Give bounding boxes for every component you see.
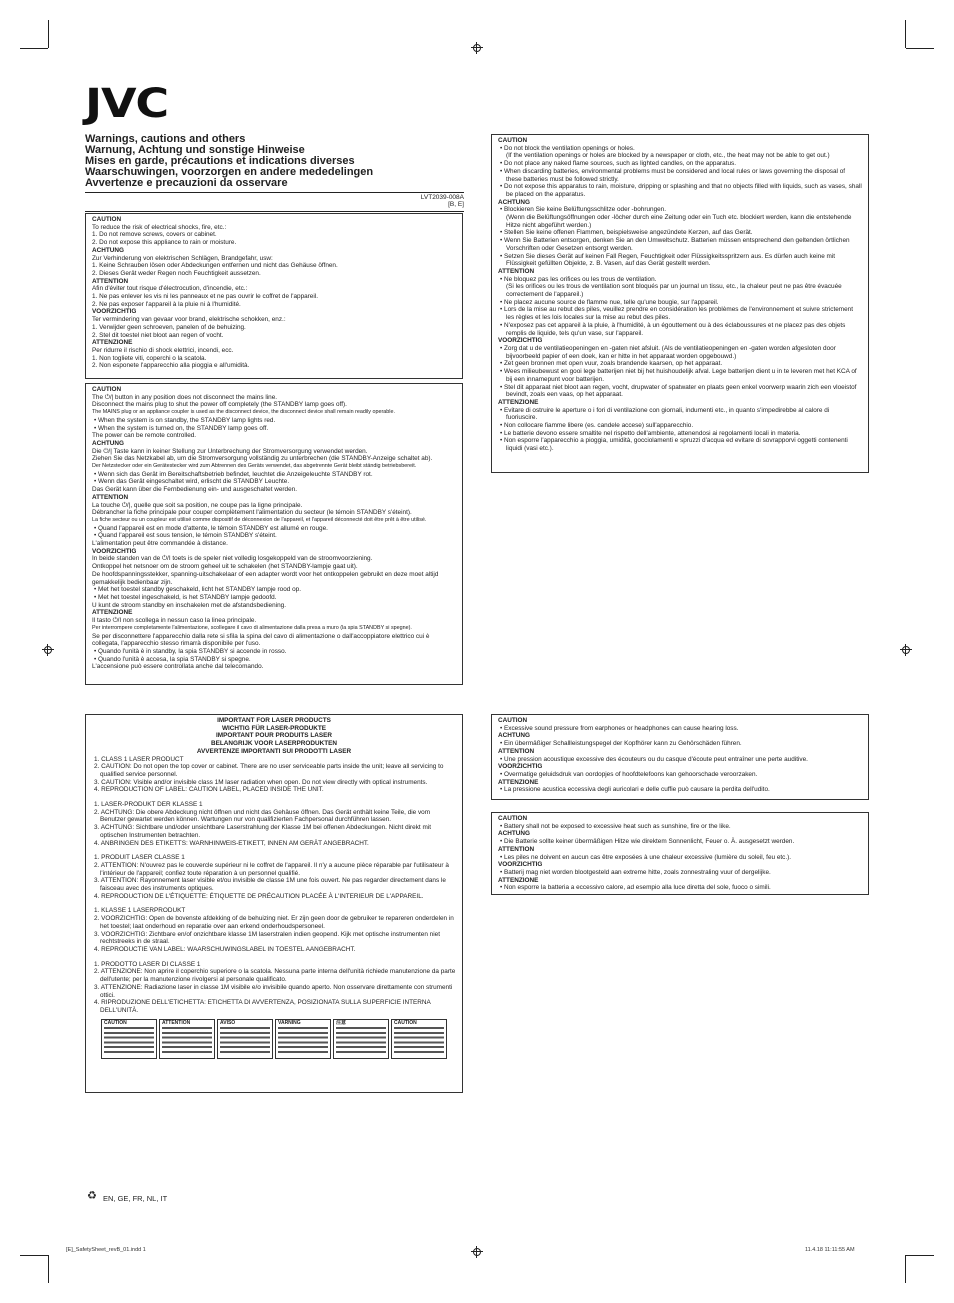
box-heading: ATTENZIONE xyxy=(498,778,539,786)
box-line: • Les piles ne doivent en aucun cas être exposées à une chaleur excessive (lumière du soleil, feu etc.). xyxy=(500,853,792,861)
caution-box-ventilation xyxy=(491,134,869,473)
box-line: 4. ANBRINGEN DES ETIKETTS: WARNHINWEIS-ETIKETT, INNEN AM GERÄT ANGEBRACHT. xyxy=(94,839,369,847)
box-heading: ATTENZIONE xyxy=(498,398,539,406)
box-line: • Battery shall not be exposed to excessive heat such as sunshine, fire or the like. xyxy=(500,822,731,830)
box-line: 3. CAUTION: Visible and/or invisible class 1M laser radiation when open. Do not view directly with optical instruments. xyxy=(94,778,428,786)
registration-mark-icon xyxy=(900,644,912,656)
box-heading: ACHTUNG xyxy=(498,732,530,740)
box-line: 2. CAUTION: Do not open the top cover or cabinet. There are no user serviceable parts inside the unit; leave all servicing to qualified service personnel. xyxy=(94,763,444,778)
box-heading: BELANGRIJK VOOR LASERPRODUKTEN xyxy=(210,740,338,748)
caution-box-hearing xyxy=(491,714,869,800)
box-line: 2. Non esponete l'apparecchio alla pioggia e all'umidità. xyxy=(92,362,250,370)
box-heading: VOORZICHTIG xyxy=(92,547,137,555)
box-line: • Le batterie devono essere smaltite nel rispetto dell'ambiente, attenendosi ai regolamenti locali in materia. xyxy=(500,429,801,437)
laser-warning-label xyxy=(333,1019,389,1059)
box-line: • Do not place any naked flame sources, such as lighted candles, on the apparatus. xyxy=(500,160,736,168)
crop-mark xyxy=(20,48,48,49)
box-line: De hoofdspanningsstekker, spanning-uitschakelaar of een adapter wordt voor het ontkoppelen gebruikt en deze moet altijd gemakkelijk bedienbaar zijn. xyxy=(92,570,439,586)
box-line: 1. Keine Schrauben lösen oder Abdeckungen entfernen und nicht das Gehäuse öffnen. xyxy=(92,262,338,270)
caution-box-battery xyxy=(491,812,869,895)
box-line: The MAINS plug or an appliance coupler is used as the disconnect device, the disconnect device shall remain readily operable. xyxy=(92,409,395,416)
laser-label-fine-print xyxy=(104,1026,154,1056)
box-heading: ACHTUNG xyxy=(498,198,530,206)
title-nl: Waarschuwingen, voorzorgen en andere mededelingen xyxy=(85,166,374,178)
box-heading: VOORZICHTIG xyxy=(498,861,543,869)
box-line: 1. Ne pas enlever les vis ni les panneaux et ne pas ouvrir le coffret de l'appareil. xyxy=(92,293,318,301)
box-line: 3. ATTENZIONE: Radiazione laser in classe 1M visibile e/o invisibile quando aperto. Non osservare direttamente con strumenti ottici. xyxy=(94,983,453,999)
laser-warning-label xyxy=(159,1019,215,1059)
box-heading: CAUTION xyxy=(498,137,528,144)
box-line: • Non collocare fiamme libere (es. candele accese) sull'apparecchio. xyxy=(500,422,694,430)
box-heading: VOORZICHTIG xyxy=(498,337,543,345)
box-line: L'alimentation peut être commandée à distance. xyxy=(92,540,228,548)
title-it: Avvertenze e precauzioni da osservare xyxy=(85,177,288,189)
box-line: 3. VOORZICHTIG: Zichtbare en/of onzichtbare klasse 1M laserstralen indien geopend. Kijk met optische instrumenten niet rechtstreeks in de straal. xyxy=(94,930,440,946)
box-heading: ATTENTION xyxy=(498,747,535,755)
registration-mark-icon xyxy=(471,42,483,54)
box-line: • Excessive sound pressure from earphones or headphones can cause hearing loss. xyxy=(500,724,739,732)
brand-logo: JVC xyxy=(85,81,169,127)
doc-number-text: LVT2039-008A xyxy=(420,194,464,201)
laser-label-fine-print xyxy=(336,1026,386,1056)
title-en: Warnings, cautions and others xyxy=(85,133,246,145)
registration-mark-icon xyxy=(42,644,54,656)
box-line: • Non esporre l'apparecchio a pioggia, umidità, gocciolamenti e spruzzi d'acqua ed evitare di sovrapporvi oggetti contenenti liquidi (vasi etc.). xyxy=(500,437,848,453)
doc-region-text: [B, E] xyxy=(448,201,464,208)
spacer xyxy=(92,900,456,907)
laser-label-fine-print xyxy=(394,1026,444,1056)
box-heading: VOORZICHTIG xyxy=(498,763,543,771)
title-de: Warnung, Achtung und sonstige Hinweise xyxy=(85,144,305,156)
box-line: • Met het toestel ingeschakeld, is het STANDBY lampje gedoofd. xyxy=(94,593,277,601)
caution-box-standby xyxy=(85,383,463,685)
box-line: The power can be remote controlled. xyxy=(92,432,197,440)
box-line: In beide standen van de ⏻/I toets is de speler niet volledig losgekoppeld van de stroomvoorziening. xyxy=(92,555,373,563)
title-fr: Mises en garde, précautions et indications diverses xyxy=(85,155,355,167)
caution-box-shock xyxy=(85,213,463,379)
box-line: Zur Verhinderung von elektrischen Schlägen, Brandgefahr, usw: xyxy=(92,254,273,262)
box-line: 2. ACHTUNG: Die obere Abdeckung nicht öffnen und nicht das Gehäuse öffnen. Das Gerät enthält keine Teile, die vom Benutzer gewartet werden können. Wartungen nur von qualifizierten Fachpersonal durchführen lassen. xyxy=(94,808,431,824)
registration-mark-icon xyxy=(471,1246,483,1258)
box-line: • Quand l'appareil est sous tension, le témoin STANDBY s'éteint. xyxy=(94,532,277,540)
box-line: • Quand l'appareil est en mode d'attente, le témoin STANDBY est allumé en rouge. xyxy=(94,524,328,532)
box-line: Se per disconnettere l'apparecchio dalla rete si sfila la spina del cavo di alimentazione o dall'accoppiatore elettrico cui è collegata, l'apparecchio stesso rimarrà disponibile per l'uso. xyxy=(92,632,430,648)
box-heading: ACHTUNG xyxy=(92,439,124,447)
crop-mark xyxy=(48,1255,49,1283)
box-line: Die ⏻/| Taste kann in keiner Stellung zur Unterbrechung der Stromversorgung verwendet werden. xyxy=(92,447,368,455)
crop-mark xyxy=(20,1255,48,1256)
box-line: • Blockieren Sie keine Belüftungsschlitze oder -bohrungen. xyxy=(500,206,667,214)
footer-timestamp: 11.4.18 11:11:55 AM xyxy=(805,1247,855,1253)
box-line: (Si les orifices ou les trous de ventilation sont bloqués par un journal un tissu, etc., la chaleur peut ne pas être évacuée correctement de l'appareil.) xyxy=(506,283,842,299)
recycle-icon: ♻ xyxy=(87,1190,97,1202)
box-line: The ⏻/| button in any position does not disconnect the mains line. xyxy=(92,393,278,401)
crop-mark xyxy=(905,1255,906,1283)
box-heading: ACHTUNG xyxy=(498,830,530,838)
box-line: • Ne bloquez pas les orifices ou les trous de ventilation. xyxy=(500,275,657,283)
box-line: Il tasto ⏻/I non scollega in nessun caso la linea principale. xyxy=(92,617,257,625)
box-line: 1. Do not remove screws, covers or cabinet. xyxy=(92,231,217,239)
box-line: Débrancher la fiche principale pour couper complètement l'alimentation du secteur (le témoin STANDBY s'éteint). xyxy=(92,509,412,517)
box-line: • Zorg dat u de ventilatieopeningen en -gaten niet afsluit. (Als de ventilatieopeningen en -gaten worden afgesloten door bijvoorbeeld papier of een doek, kan er hitte in het apparaat worden opgebouwd.) xyxy=(500,344,836,360)
laser-products-box xyxy=(85,714,463,1093)
box-line: • Stellen Sie keine offenen Flammen, beispielsweise angezündete Kerzen, auf das Gerät. xyxy=(500,229,753,237)
box-heading: WICHTIG FÜR LASER-PRODUKTE xyxy=(221,724,327,732)
box-line: • Wees milieubewust en gooi lege batterijen niet bij het huishoudelijk afval. Lege batterijen dient u in te leveren met het KCA of bij een innamepunt voor batterijen. xyxy=(500,368,857,383)
box-heading: ATTENTION xyxy=(498,267,535,275)
document-number xyxy=(330,194,464,208)
box-line: • Wenn das Gerät eingeschaltet wird, erlischt die STANDBY Leuchte. xyxy=(94,478,290,486)
box-line: 1. PRODUIT LASER CLASSE 1 xyxy=(94,854,185,862)
box-line: 1. Non togliete viti, coperchi o la scatola. xyxy=(92,354,207,362)
laser-label-fine-print xyxy=(162,1026,212,1056)
box-heading: VOORZICHTIG xyxy=(92,308,137,316)
box-line: (If the ventilation openings or holes are blocked by a newspaper or cloth, etc., the heat may not be able to get out.) xyxy=(506,152,830,160)
box-line: 2. Stel dit toestel niet bloot aan regen of vocht. xyxy=(92,331,224,339)
box-heading: IMPORTANT POUR PRODUITS LASER xyxy=(216,732,332,740)
box-line: • Do not expose this apparatus to rain, moisture, dripping or splashing and that no objects filled with liquids, such as vases, shall be placed on the apparatus. xyxy=(500,183,862,198)
box-line: • Met het toestel standby geschakeld, licht het STANDBY lampje rood op. xyxy=(94,586,301,594)
box-heading: CAUTION xyxy=(92,386,122,393)
laser-label-title: CAUTION xyxy=(394,1019,417,1026)
docnum-divider xyxy=(85,211,464,212)
box-heading: CAUTION xyxy=(498,815,528,822)
title-divider xyxy=(85,192,464,193)
box-line: 3. ACHTUNG: Sichtbare und/oder unsichtbare Laserstrahlung der Klasse 1M bei offenen Abdeckungen. Nicht direkt mit optischen Instrumenten betrachten. xyxy=(94,824,431,839)
box-line: • La pressione acustica eccessiva degli auricolari e delle cuffie può causare la perdita dell'udito. xyxy=(500,786,770,794)
laser-warning-label xyxy=(101,1019,157,1059)
crop-mark xyxy=(906,1255,934,1256)
box-heading: AVVERTENZE IMPORTANTI SUI PRODOTTI LASER xyxy=(196,747,352,755)
laser-warning-label xyxy=(391,1019,447,1059)
laser-label-title: 注意 xyxy=(336,1019,347,1026)
box-line: • Wenn sich das Gerät im Bereitschaftsbetrieb befindet, leuchtet die Anzeigeleuchte STANDBY rot. xyxy=(94,470,373,478)
box-line: La fiche secteur ou un coupleur est utilisé comme dispositif de déconnexion de l'appareil, et l'appareil déconnecté doit être prêt à être utilisé. xyxy=(92,516,427,523)
laser-warning-label xyxy=(275,1019,331,1059)
box-line: (Wenn die Belüftungsöffnungen oder -löcher durch eine Zeitung oder ein Tuch etc. blockiert werden, kann die entstehende Hitze nicht abgeführt werden.) xyxy=(506,214,852,229)
box-line: 1. LASER-PRODUKT DER KLASSE 1 xyxy=(94,801,203,809)
box-line: • Quando l'unità è accesa, la spia STANDBY si spegne. xyxy=(94,655,251,663)
box-line: 2. Ne pas exposer l'appareil à la pluie ni à l'humidité. xyxy=(92,300,241,308)
spacer xyxy=(92,794,456,801)
box-line: • Stel dit apparaat niet bloot aan regen, vocht, drupwater of spatwater en plaats geen enkel voorwerp waarin zich een vloeistof bevindt, zoals een vaas, op het apparaat. xyxy=(500,383,857,399)
box-heading: ATTENTION xyxy=(92,277,129,285)
box-heading: ATTENTION xyxy=(498,845,535,853)
box-line: • When the system is turned on, the STANDBY lamp goes off. xyxy=(94,424,269,432)
page-titles xyxy=(85,134,465,189)
laser-label-title: VARNING xyxy=(278,1019,301,1026)
box-line: 2. VOORZICHTIG: Open de bovenste afdekking of de behuizing niet. Er zijn geen door de gebruiker te repareren onderdelen in het toestel; laat onderhoud en reparatie over aan erkend onderhoudspersoneel. xyxy=(94,915,454,930)
laser-label-title: CAUTION xyxy=(104,1019,127,1026)
box-line: • N'exposez pas cet appareil à la pluie, à l'humidité, à un égouttement ou à des éclaboussures et ne placez pas des objets remplis de liquide, tels qu'un vase, sur l'appareil. xyxy=(500,321,846,337)
box-line: • Batterij mag niet worden blootgesteld aan extreme hitte, zoals zonnestraling vuur of dergelijke. xyxy=(500,868,771,876)
box-heading: CAUTION xyxy=(498,717,528,724)
box-heading: ATTENTION xyxy=(92,493,129,501)
box-line: • Ein übermäßiger Schallleistungspegel der Kopfhörer kann zu Gehörschäden führen. xyxy=(500,740,742,748)
box-line: La touche ⏻/|, quelle que soit sa position, ne coupe pas la ligne principale. xyxy=(92,501,303,509)
crop-mark xyxy=(906,48,934,49)
laser-warning-label xyxy=(217,1019,273,1059)
laser-label-title: AVISO xyxy=(220,1019,236,1026)
box-line: 1. KLASSE 1 LASERPRODUKT xyxy=(94,907,186,915)
box-line: 2. Do not expose this appliance to rain or moisture. xyxy=(92,239,237,247)
box-line: Das Gerät kann über die Fernbedienung ein- und ausgeschaltet werden. xyxy=(92,486,297,494)
box-line: To reduce the risk of electrical shocks, fire, etc.: xyxy=(92,223,227,231)
box-line: • When the system is on standby, the STANDBY lamp lights red. xyxy=(94,416,276,424)
box-line: 2. ATTENTION: N'ouvrez pas le couvercle supérieur ni le coffret de l'appareil. Il n'y a aucune pièce réparable par l'utilisateur à l'intérieur de l'appareil; confiez toute réparation à un personnel qualifié. xyxy=(94,861,449,877)
language-codes: EN, GE, FR, NL, IT xyxy=(103,1194,168,1203)
box-line: Disconnect the mains plug to shut the power off completely (the STANDBY lamp goes off). xyxy=(92,401,347,409)
laser-label-fine-print xyxy=(220,1026,270,1056)
box-heading: ATTENZIONE xyxy=(92,339,133,347)
box-line: Per ridurre il rischio di shock elettrici, incendi, ecc. xyxy=(92,346,234,354)
box-line: 4. RIPRODUZIONE DELL'ETICHETTA: ETICHETTA DI AVVERTENZA, POSIZIONATA SULLA SUPERFICIE INTERNA DELL'UNITÀ. xyxy=(94,999,431,1014)
box-line: 1. CLASS 1 LASER PRODUCT xyxy=(94,755,184,763)
box-line: 2. ATTENZIONE: Non aprire il coperchio superiore o la scatola. Nessuna parte interna dell'unità richiede manutenzione da parte dell'utente; per la manutenzione rivolgersi al personale qualificato. xyxy=(94,968,456,984)
laser-label-title: ATTENTION xyxy=(162,1019,191,1026)
box-line: 3. ATTENTION: Rayonnement laser visible et/ou invisible de classe 1M une fois ouvert. Ne pas regarder directement dans le faisceau avec des instruments optiques. xyxy=(94,877,446,893)
box-line: U kunt de stroom standby en inschakelen met de afstandsbediening. xyxy=(92,601,286,609)
box-line: L'accensione può essere controllata anche dal telecomando. xyxy=(92,663,264,671)
box-line: Afin d'éviter tout risque d'électrocution, d'incendie, etc.: xyxy=(92,285,248,293)
box-line: 1. PRODOTTO LASER DI CLASSE 1 xyxy=(94,960,201,968)
box-line: • Non esporre la batteria a eccessivo calore, ad esempio alla luce diretta del sole, fuoco o simili. xyxy=(500,884,771,892)
spacer xyxy=(92,954,456,961)
box-line: Ontkoppel het netsnoer om de stroom geheel uit te schakelen (het STANDBY-lampje gaat uit). xyxy=(92,563,358,571)
box-line: • Evitare di ostruire le aperture o i fori di ventilazione con giornali, indumenti etc., in quanto s'impedirebbe al calore di fuoriuscire. xyxy=(500,406,830,422)
box-line: • Die Batterie sollte keiner übermäßigen Hitze wie direktem Sonnenlicht, Feuer o. Ä. ausgesetzt werden. xyxy=(500,838,795,846)
footer-file-name: [E]_SafetySheet_revB_01.indd 1 xyxy=(66,1247,146,1253)
box-heading: CAUTION xyxy=(92,216,122,223)
box-heading: ACHTUNG xyxy=(92,246,124,254)
box-line: • Ne placez aucune source de flamme nue, telle qu'une bougie, sur l'appareil. xyxy=(500,298,719,306)
box-line: Ziehen Sie das Netzkabel ab, um die Stromversorgung vollständig zu unterbrechen (die STANDBY-Anzeige schaltet ab). xyxy=(92,455,433,463)
box-line: • Zet geen bronnen met open vuur, zoals brandende kaarsen, op het apparaat. xyxy=(500,360,723,368)
box-line: 1. Verwijder geen schroeven, panelen of de behuizing. xyxy=(92,323,246,331)
box-line: Ter vermindering van gevaar voor brand, elektrische schokken, enz.: xyxy=(92,316,286,324)
box-line: • Do not block the ventilation openings or holes. xyxy=(500,144,635,152)
box-line: 4. REPRODUCTION OF LABEL: CAUTION LABEL, PLACED INSIDE THE UNIT. xyxy=(94,786,324,794)
box-line: 2. Dieses Gerät weder Regen noch Feuchtigkeit aussetzen. xyxy=(92,269,261,277)
box-heading: ATTENZIONE xyxy=(498,876,539,884)
crop-mark xyxy=(905,20,906,48)
box-line: 4. REPRODUCTION DE L'ÉTIQUETTE: ÉTIQUETTE DE PRÉCAUTION PLACÉE À L'INTERIEUR DE L'APPAREIL. xyxy=(94,892,424,900)
box-line: • Setzen Sie dieses Gerät auf keinen Fall Regen, Feuchtigkeit oder Flüssigkeitsspritzern aus. Es dürfen auch keine mit Flüssigkeit gefüllten Objekte, z. B. Vasen, auf das Gerät gestellt werden. xyxy=(500,252,836,268)
box-line: • Quando l'unità è in standby, la spia STANDBY si accende in rosso. xyxy=(94,647,287,655)
box-line: Der Netzstecker oder ein Gerätestecker wird zum Abtrennen des Geräts verwendet, das abgetrennte Gerät bleibt ständig betriebsbereit. xyxy=(92,463,417,470)
box-line: 4. REPRODUCTIE VAN LABEL: WAARSCHUWINGSLABEL IN TOESTEL AANGEBRACHT. xyxy=(94,945,356,953)
crop-mark xyxy=(48,20,49,48)
box-line: • Une pression acoustique excessive des écouteurs ou du casque d'écoute peut entraîner une perte auditive. xyxy=(500,755,808,763)
box-line: Per interrompere completamente l'alimentazione, scollegare il cavo di alimentazione dalla presa a muro (la spia STANDBY si spegne). xyxy=(92,624,412,631)
box-heading: IMPORTANT FOR LASER PRODUCTS xyxy=(217,717,331,724)
laser-label-fine-print xyxy=(278,1026,328,1056)
box-line: • Lors de la mise au rebut des piles, veuillez prendre en considération les problèmes de l'environnement et suivre strictement les règles et les lois locales sur la mise au rebut des piles. xyxy=(500,306,853,322)
box-line: • When discarding batteries, environmental problems must be considered and local rules or laws governing the disposal of these batteries must be followed strictly. xyxy=(500,167,846,183)
laser-label-reproduction xyxy=(92,1019,456,1059)
box-heading: ATTENZIONE xyxy=(92,609,133,617)
spacer xyxy=(92,847,456,854)
box-line: • Overmatige geluidsdruk van oordopjes of hoofdtelefoons kan gehoorschade veroorzaken. xyxy=(500,770,758,778)
box-line: • Wenn Sie Batterien entsorgen, denken Sie an den Umweltschutz. Batterien müssen entsprechend den geltenden örtlichen Vorschriften oder Gesetzen entsorgt werden. xyxy=(500,237,850,252)
